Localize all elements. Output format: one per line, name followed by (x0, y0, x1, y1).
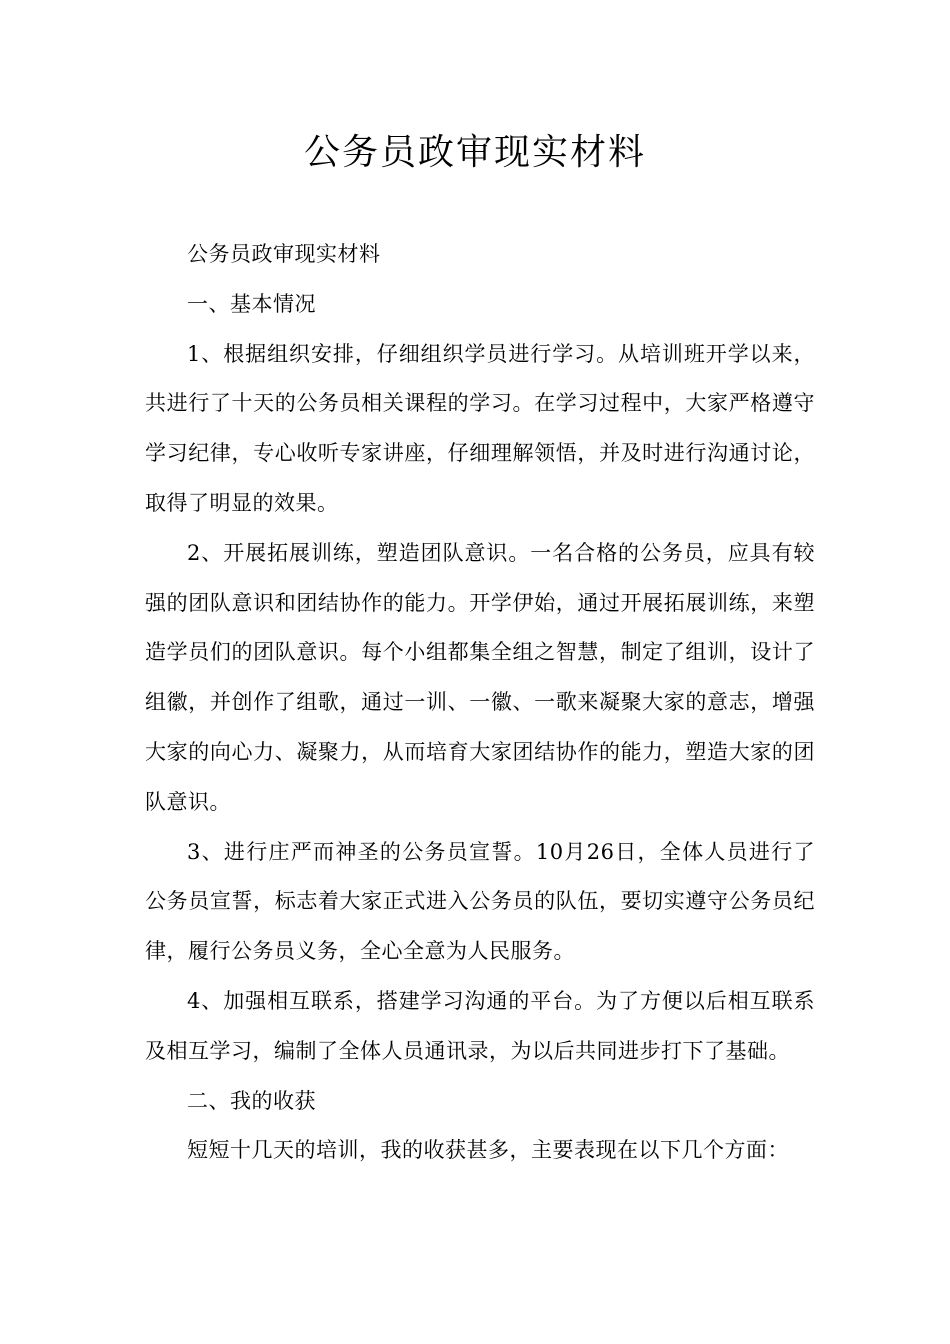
document-title: 公务员政审现实材料 (303, 132, 646, 173)
paragraph-item-3: 3、进行庄严而神圣的公务员宣誓。10月26日，全体人员进行了公务员宣誓，标志着大家正式进入公务员的队伍，要切实遵守公务员纪律，履行公务员义务，全心全意为人民服务。 (145, 839, 815, 964)
section-heading-gains: 二、我的收获 (187, 1088, 316, 1113)
section-heading-basic: 一、基本情况 (187, 291, 316, 316)
paragraph-item-1: 1、根据组织安排，仔细组织学员进行学习。从培训班开学以来，共进行了十天的公务员相关课程的学习。在学习过程中，大家严格遵守学习纪律，专心收听专家讲座，仔细理解领悟，并及时进行沟通讨论，取得了明显的效果。 (145, 341, 815, 515)
paragraph-item-2: 2、开展拓展训练，塑造团队意识。一名合格的公务员，应具有较强的团队意识和团结协作的能力。开学伊始，通过开展拓展训练，来塑造学员们的团队意识。每个小组都集全组之智慧，制定了组训，设计了组徽，并创作了组歌，通过一训、一徽、一歌来凝聚大家的意志，增强大家的向心力、凝聚力，从而培育大家团结协作的能力，塑造大家的团队意识。 (145, 540, 815, 814)
document-body (145, 230, 815, 1176)
paragraph-gains-intro: 短短十几天的培训，我的收获甚多，主要表现在以下几个方面： (187, 1138, 789, 1163)
paragraph-item-4: 4、加强相互联系，搭建学习沟通的平台。为了方便以后相互联系及相互学习，编制了全体人员通讯录，为以后共同进步打下了基础。 (145, 988, 815, 1063)
doc-subtitle: 公务员政审现实材料 (187, 242, 381, 266)
